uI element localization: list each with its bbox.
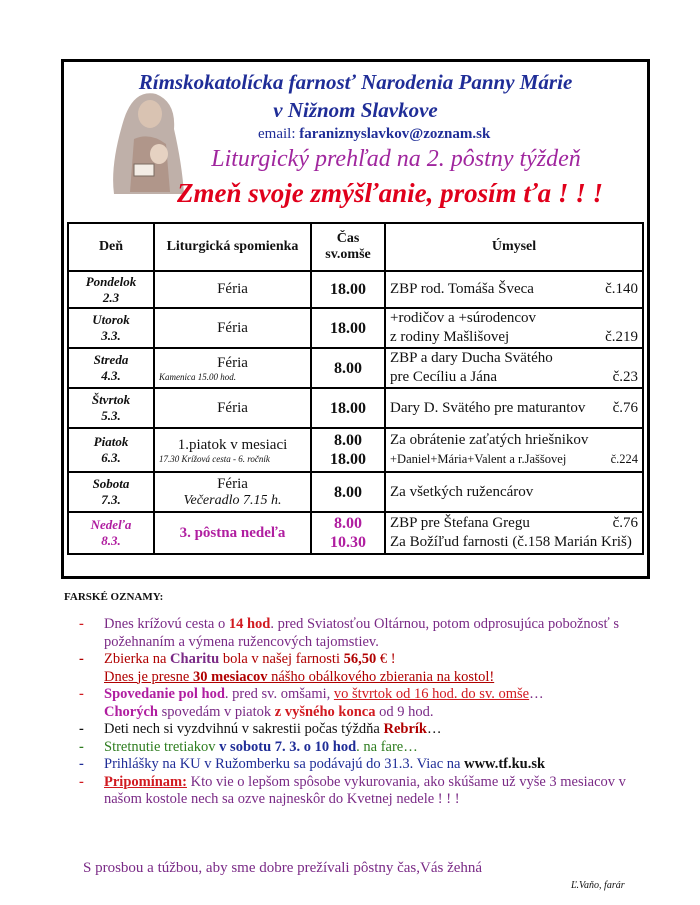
parish-title-line2: v Nižnom Slavkove (273, 98, 438, 122)
cell-time: 8.00 (311, 472, 385, 512)
cell-day: Nedeľa 8.3. (68, 512, 154, 554)
col-header-memorial: Liturgická spomienka (154, 223, 311, 271)
announcements-title: FARSKÉ OZNAMY: (64, 591, 164, 603)
cell-memorial: 3. pôstna nedeľa (154, 512, 311, 554)
cell-day: Piatok 6.3. (68, 428, 154, 472)
table-row (68, 388, 643, 428)
table-row (68, 472, 643, 512)
announcement-item: - Spovedanie pol hod. pred sv. omšami, vo štvrtok od 16 hod. do sv. omše… Chorých spovedám v piatok z vyšného konca od 9 hod. (79, 686, 544, 720)
col-header-day: Deň (68, 223, 154, 271)
cell-intention: Za obrátenie zaťatých hriešnikov +Daniel+Mária+Valent a r.Jaššovej č.224 (385, 428, 643, 472)
cell-intention: ZBP a dary Ducha Svätého pre Cecíliu a Jána č.23 (385, 348, 643, 388)
announcement-item: - Stretnutie tretiakov v sobotu 7. 3. o 10 hod. na fare… (79, 738, 418, 755)
mass-schedule-table (67, 222, 644, 555)
cell-memorial: Féria Večeradlo 7.15 h. (154, 472, 311, 512)
cell-time: 18.00 (311, 388, 385, 428)
cell-day: Štvrtok 5.3. (68, 388, 154, 428)
table-row (68, 348, 643, 388)
cell-time: 8.00 18.00 (311, 428, 385, 472)
liturgical-overview-title: Liturgický prehľad na 2. pôstny týždeň (211, 146, 581, 172)
parish-title-line1: Rímskokatolícka farnosť Narodenia Panny Márie (138, 70, 573, 94)
cell-time: 18.00 (311, 271, 385, 308)
schedule-frame (61, 59, 650, 579)
email-line (258, 126, 490, 143)
table-row (68, 428, 643, 472)
cell-intention: Dary D. Svätého pre maturantov č.76 (385, 388, 643, 428)
table-row (68, 512, 643, 554)
announcement-item: - Dnes krížovú cesta o 14 hod. pred Sviatosťou Oltárnou, potom odprosujúca pobožnosť s požehnaním a výmena ružencových tajomstiev. (79, 616, 620, 650)
cell-day: Streda 4.3. (68, 348, 154, 388)
closing-line: S prosbou a túžbou, aby sme dobre prežívali pôstny čas,Vás žehná (83, 860, 483, 876)
col-header-intention: Úmysel (385, 223, 643, 271)
cell-memorial: Féria (154, 388, 311, 428)
announcement-item: - Deti nech si vyzdvihnú v sakrestii počas týždňa Rebrík… (79, 721, 442, 737)
cell-day: Utorok 3.3. (68, 308, 154, 348)
signature: Ľ.Vaňo, farár (571, 880, 625, 891)
announcements-list (79, 616, 659, 809)
cell-day: Sobota 7.3. (68, 472, 154, 512)
table-row (68, 308, 643, 348)
cell-memorial: Féria (154, 308, 311, 348)
cell-memorial: 1.piatok v mesiaci 17.30 Krížová cesta - 6. ročník (154, 428, 311, 472)
cell-day: Pondelok 2.3 (68, 271, 154, 308)
cell-memorial: Féria Kamenica 15.00 hod. (154, 348, 311, 388)
cell-intention: ZBP rod. Tomáša Šveca č.140 (385, 271, 643, 308)
cell-time: 8.00 10.30 (311, 512, 385, 554)
cell-memorial: Féria (154, 271, 311, 308)
cell-time: 8.00 (311, 348, 385, 388)
cell-intention: +rodičov a +súrodencov z rodiny Mašlišovej č.219 (385, 308, 643, 348)
table-header-row (68, 223, 643, 271)
cell-intention: Za všetkých ružencárov (385, 472, 643, 512)
announcement-item: - Zbierka na Charitu bola v našej farnosti 56,50 € ! Dnes je presne 30 mesiacov nášho obálkového zbierania na kostol! (79, 651, 495, 685)
motto: Zmeň svoje zmýšľanie, prosím ťa ! ! ! (177, 178, 603, 208)
email-address[interactable]: faraniznyslavkov@zoznam.sk (299, 126, 491, 142)
cell-intention: ZBP pre Štefana Gregu č.76 Za Božíľud farnosti (č.158 Marián Kriš) (385, 512, 643, 554)
header (64, 62, 647, 222)
announcement-item: - Prihlášky na KU v Ružomberku sa podávajú do 31.3. Viac na www.tf.ku.sk (79, 756, 546, 772)
col-header-time: Čas sv.omše (311, 223, 385, 271)
cell-time: 18.00 (311, 308, 385, 348)
email-label: email: (258, 126, 296, 142)
announcement-item: - Pripomínam: Kto vie o lepšom spôsobe vykurovania, ako skúšame už vyše 3 mesiacov v našom kostole nech sa ozve najneskôr do Kvetnej nedele ! ! ! (79, 773, 626, 807)
website-link[interactable]: www.tf.ku.sk (464, 756, 546, 772)
table-row (68, 271, 643, 308)
